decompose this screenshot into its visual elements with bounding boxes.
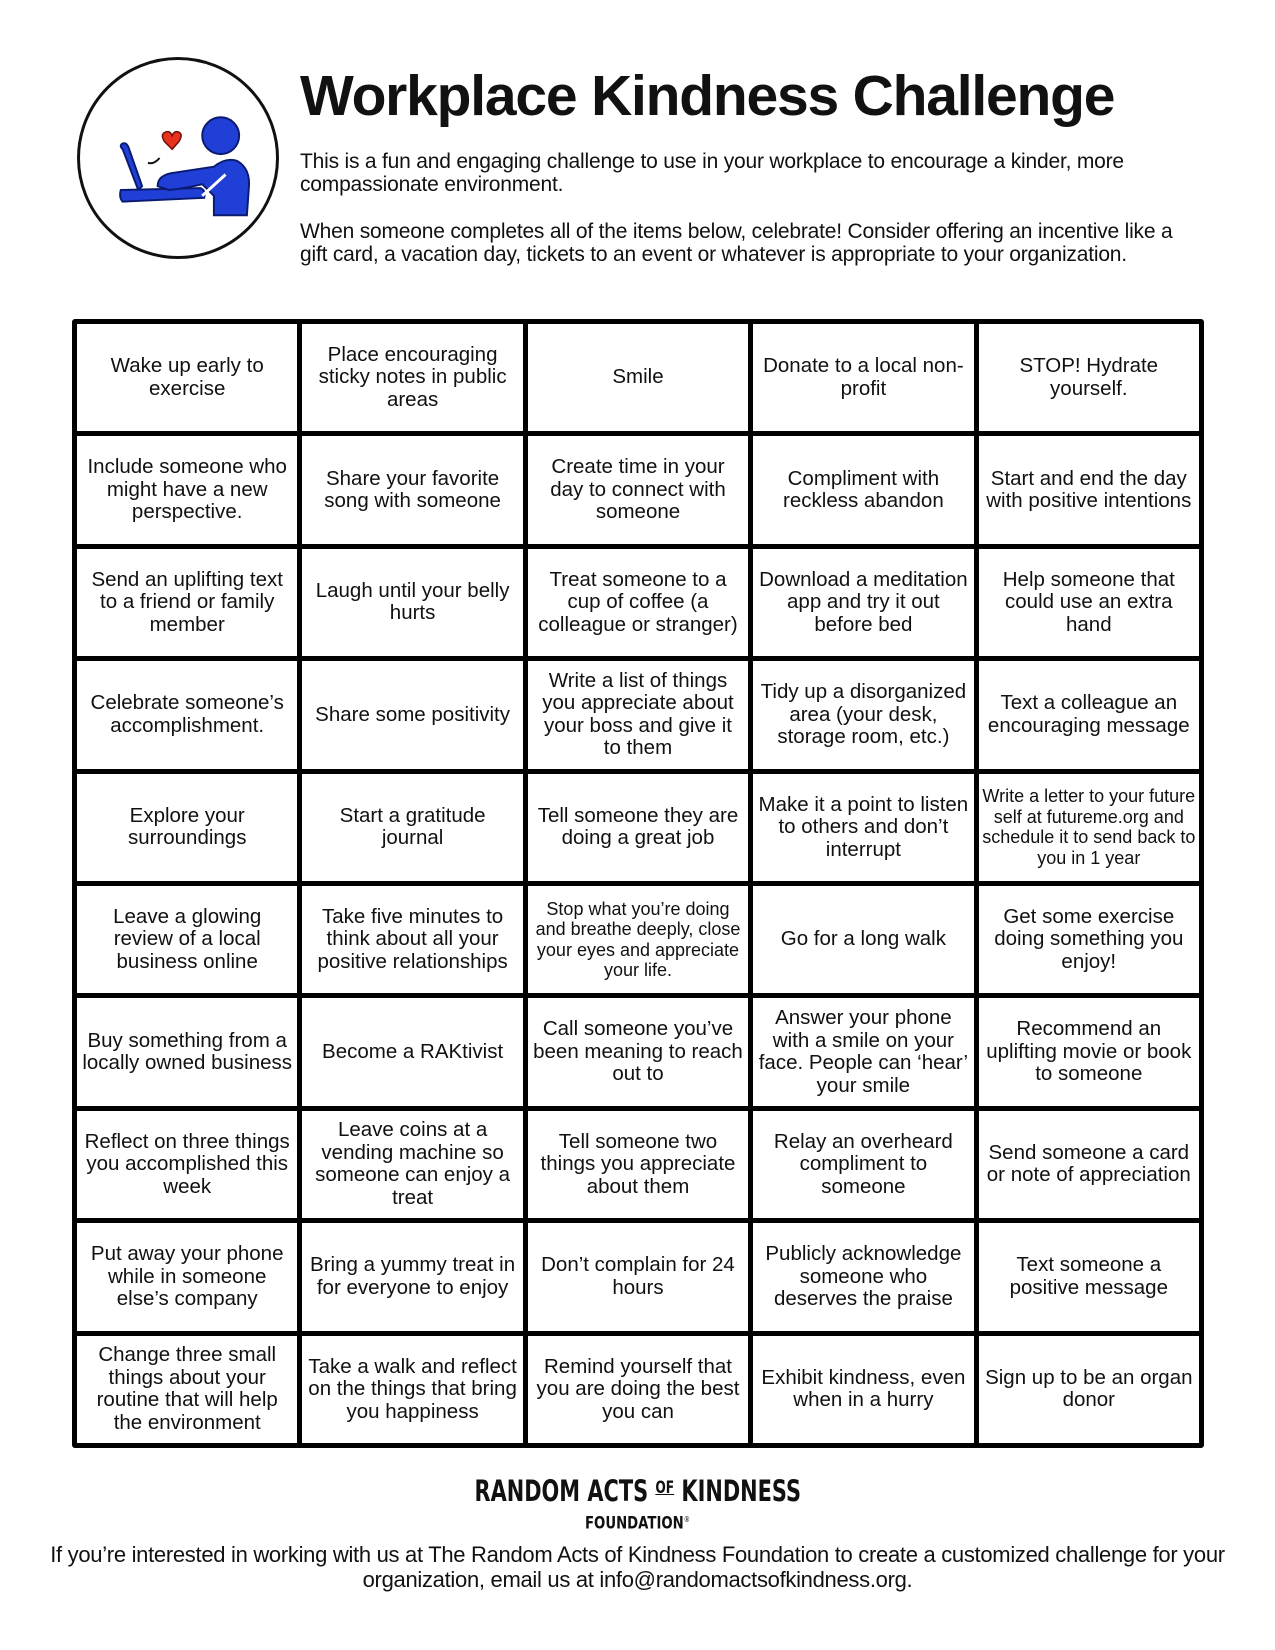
challenge-cell: Call someone you’ve been meaning to reach out to [528, 998, 748, 1105]
challenge-cell: Compliment with reckless abandon [753, 436, 973, 543]
challenge-cell: Answer your phone with a smile on your face. People can ‘hear’ your smile [753, 998, 973, 1105]
challenge-cell: Go for a long walk [753, 886, 973, 993]
challenge-cell: Take a walk and reflect on the things that bring you happiness [302, 1336, 522, 1443]
page-title: Workplace Kindness Challenge [300, 64, 1115, 128]
challenge-cell: Bring a yummy treat in for everyone to enjoy [302, 1223, 522, 1330]
challenge-cell: Smile [528, 324, 748, 431]
challenge-cell: Send someone a card or note of appreciation [979, 1111, 1199, 1218]
challenge-cell: Include someone who might have a new perspective. [77, 436, 297, 543]
challenge-cell: Publicly acknowledge someone who deserves the praise [753, 1223, 973, 1330]
challenge-cell: Write a letter to your future self at futureme.org and schedule it to send back to you in 1 year [979, 774, 1199, 881]
challenge-grid [72, 319, 1204, 1448]
challenge-cell: Tidy up a disorganized area (your desk, storage room, etc.) [753, 661, 973, 768]
challenge-cell: Reflect on three things you accomplished this week [77, 1111, 297, 1218]
logo-badge [77, 57, 279, 259]
challenge-cell: Text someone a positive message [979, 1223, 1199, 1330]
challenge-cell: Share some positivity [302, 661, 522, 768]
rak-foundation-logo [0, 1472, 1275, 1535]
challenge-cell: Exhibit kindness, even when in a hurry [753, 1336, 973, 1443]
brand-wordmark [474, 1472, 801, 1507]
challenge-cell: Don’t complain for 24 hours [528, 1223, 748, 1330]
challenge-cell: Recommend an uplifting movie or book to someone [979, 998, 1199, 1105]
intro-paragraph-2: When someone completes all of the items below, celebrate! Consider offering an incentive like a gift card, a vacation day, tickets to an event or whatever is appropriate to your organization. [300, 220, 1173, 266]
challenge-cell: Leave a glowing review of a local business online [77, 886, 297, 993]
challenge-cell: Send an uplifting text to a friend or family member [77, 549, 297, 656]
brand-subtitle [140, 1509, 1135, 1535]
brand-foundation: FOUNDATION [584, 1513, 684, 1534]
challenge-cell: Laugh until your belly hurts [302, 549, 522, 656]
challenge-cell: Tell someone they are doing a great job [528, 774, 748, 881]
challenge-cell: Text a colleague an encouraging message [979, 661, 1199, 768]
challenge-cell: Place encouraging sticky notes in public areas [302, 324, 522, 431]
brand-text-2: KINDNESS [673, 1474, 801, 1508]
intro-paragraph-1: This is a fun and engaging challenge to use in your workplace to encourage a kinder, more compassionate environment. [300, 150, 1124, 196]
challenge-cell: Donate to a local non-profit [753, 324, 973, 431]
challenge-cell: Leave coins at a vending machine so someone can enjoy a treat [302, 1111, 522, 1218]
challenge-cell: Relay an overheard compliment to someone [753, 1111, 973, 1218]
intro-text [300, 150, 1200, 290]
challenge-cell: Buy something from a locally owned business [77, 998, 297, 1105]
brand-text-of: OF [655, 1478, 674, 1498]
challenge-cell: Stop what you’re doing and breathe deeply, close your eyes and appreciate your life. [528, 886, 748, 993]
challenge-cell: Get some exercise doing something you enjoy! [979, 886, 1199, 993]
challenge-cell: Explore your surroundings [77, 774, 297, 881]
challenge-cell: Share your favorite song with someone [302, 436, 522, 543]
challenge-cell: Make it a point to listen to others and don’t interrupt [753, 774, 973, 881]
challenge-cell: Wake up early to exercise [77, 324, 297, 431]
challenge-cell: Write a list of things you appreciate about your boss and give it to them [528, 661, 748, 768]
challenge-cell: Help someone that could use an extra hand [979, 549, 1199, 656]
challenge-cell: Create time in your day to connect with someone [528, 436, 748, 543]
challenge-cell: Become a RAKtivist [302, 998, 522, 1105]
challenge-cell: Remind yourself that you are doing the best you can [528, 1336, 748, 1443]
challenge-cell: Start and end the day with positive intentions [979, 436, 1199, 543]
challenge-cell: Treat someone to a cup of coffee (a colleague or stranger) [528, 549, 748, 656]
person-at-laptop-heart-icon [80, 60, 276, 256]
contact-text: If you’re interested in working with us at The Random Acts of Kindness Foundation to create a customized challenge for your organization, email us at info@randomactsofkindness.org. [50, 1542, 1225, 1592]
challenge-cell: Download a meditation app and try it out before bed [753, 549, 973, 656]
challenge-cell: STOP! Hydrate yourself. [979, 324, 1199, 431]
challenge-cell: Sign up to be an organ donor [979, 1336, 1199, 1443]
challenge-cell: Put away your phone while in someone else’s company [77, 1223, 297, 1330]
brand-text-1: RANDOM ACTS [474, 1474, 656, 1508]
challenge-cell: Celebrate someone’s accomplishment. [77, 661, 297, 768]
challenge-cell: Take five minutes to think about all your positive relationships [302, 886, 522, 993]
registered-mark: ® [683, 1515, 691, 1524]
challenge-cell: Start a gratitude journal [302, 774, 522, 881]
heart-icon [162, 132, 181, 150]
challenge-cell: Tell someone two things you appreciate about them [528, 1111, 748, 1218]
challenge-cell: Change three small things about your routine that will help the environment [77, 1336, 297, 1443]
